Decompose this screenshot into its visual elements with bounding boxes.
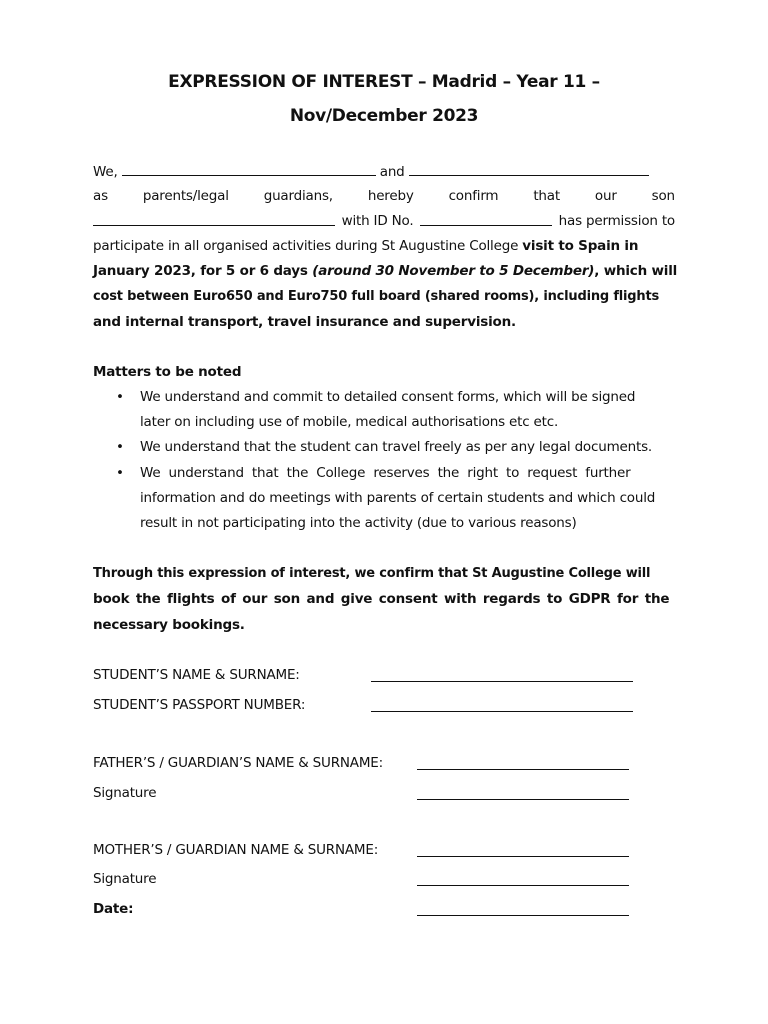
matters-heading: Matters to be noted [93,364,242,380]
intro-line-5-bold: January 2023, for 5 or 6 days [93,263,313,279]
intro-word: our [594,188,617,204]
father-signature-blank[interactable] [417,799,629,800]
intro-word: parents/legal [142,188,229,204]
intro-word: as [93,188,108,204]
intro-word: that [533,188,560,204]
intro-word: son [651,188,675,204]
bullet-1-line-1: We understand and commit to detailed consent forms, which will be signed [140,389,636,405]
mother-signature-label: Signature [93,871,157,887]
bullet-icon: • [116,439,124,455]
father-name-label: FATHER’S / GUARDIAN’S NAME & SURNAME: [93,755,383,771]
father-name-blank[interactable] [417,769,629,770]
bullet-3-line-1: We understand that the College reserves the right to request further [140,465,631,481]
mother-signature-blank[interactable] [417,885,629,886]
intro-word: confirm [448,188,499,204]
date-label: Date: [93,901,134,917]
confirmation-line-3: necessary bookings. [93,617,245,633]
intro-line-5-dates: (around 30 November to 5 December) [312,263,595,279]
intro-we: We, [93,164,118,180]
bullet-icon: • [116,389,124,405]
intro-has-permission: has permission to [558,213,675,229]
intro-word: guardians, [263,188,333,204]
intro-line-4 [93,238,675,254]
bullet-1-line-2: later on including use of mobile, medical authorisations etc etc. [140,414,559,430]
intro-line-1 [93,163,675,180]
intro-word: hereby [367,188,414,204]
bullet-3-line-2: information and do meetings with parents of certain students and which could [140,490,656,506]
intro-line-2 [93,188,675,204]
father-signature-label: Signature [93,785,157,801]
document-title-line-2: Nov/December 2023 [289,106,479,126]
date-blank[interactable] [417,915,629,916]
student-passport-label: STUDENT’S PASSPORT NUMBER: [93,697,306,713]
student-passport-blank[interactable] [371,711,633,712]
intro-line-4-bold: visit to Spain in [522,238,639,254]
confirmation-line-1: Through this expression of interest, we confirm that St Augustine College will [93,566,651,581]
parent-1-name-blank[interactable] [122,163,376,176]
intro-line-5 [93,263,678,279]
intro-and: and [379,164,405,180]
intro-line-6: cost between Euro650 and Euro750 full board (shared rooms), including flights [93,289,660,304]
intro-line-3 [93,213,675,229]
intro-with-id: with ID No. [341,213,414,229]
bullet-2-line-1: We understand that the student can travel freely as per any legal documents. [140,439,653,455]
mother-name-label: MOTHER’S / GUARDIAN NAME & SURNAME: [93,842,379,858]
student-name-label: STUDENT’S NAME & SURNAME: [93,667,300,683]
bullet-icon: • [116,465,124,481]
student-name-blank[interactable] [371,681,633,682]
bullet-3-line-3: result in not participating into the activity (due to various reasons) [140,515,577,531]
mother-name-blank[interactable] [417,856,629,857]
parent-2-name-blank[interactable] [409,163,649,176]
document-title-line-1: EXPRESSION OF INTEREST – Madrid – Year 11 – [168,72,600,92]
son-name-blank[interactable] [93,213,335,226]
intro-line-4-text: participate in all organised activities during St Augustine College [93,238,523,254]
intro-line-7: and internal transport, travel insurance and supervision. [93,314,516,330]
intro-line-5-bold-end: , which will [594,263,678,279]
confirmation-line-2: book the flights of our son and give consent with regards to GDPR for the [93,591,670,607]
id-number-blank[interactable] [420,213,552,226]
